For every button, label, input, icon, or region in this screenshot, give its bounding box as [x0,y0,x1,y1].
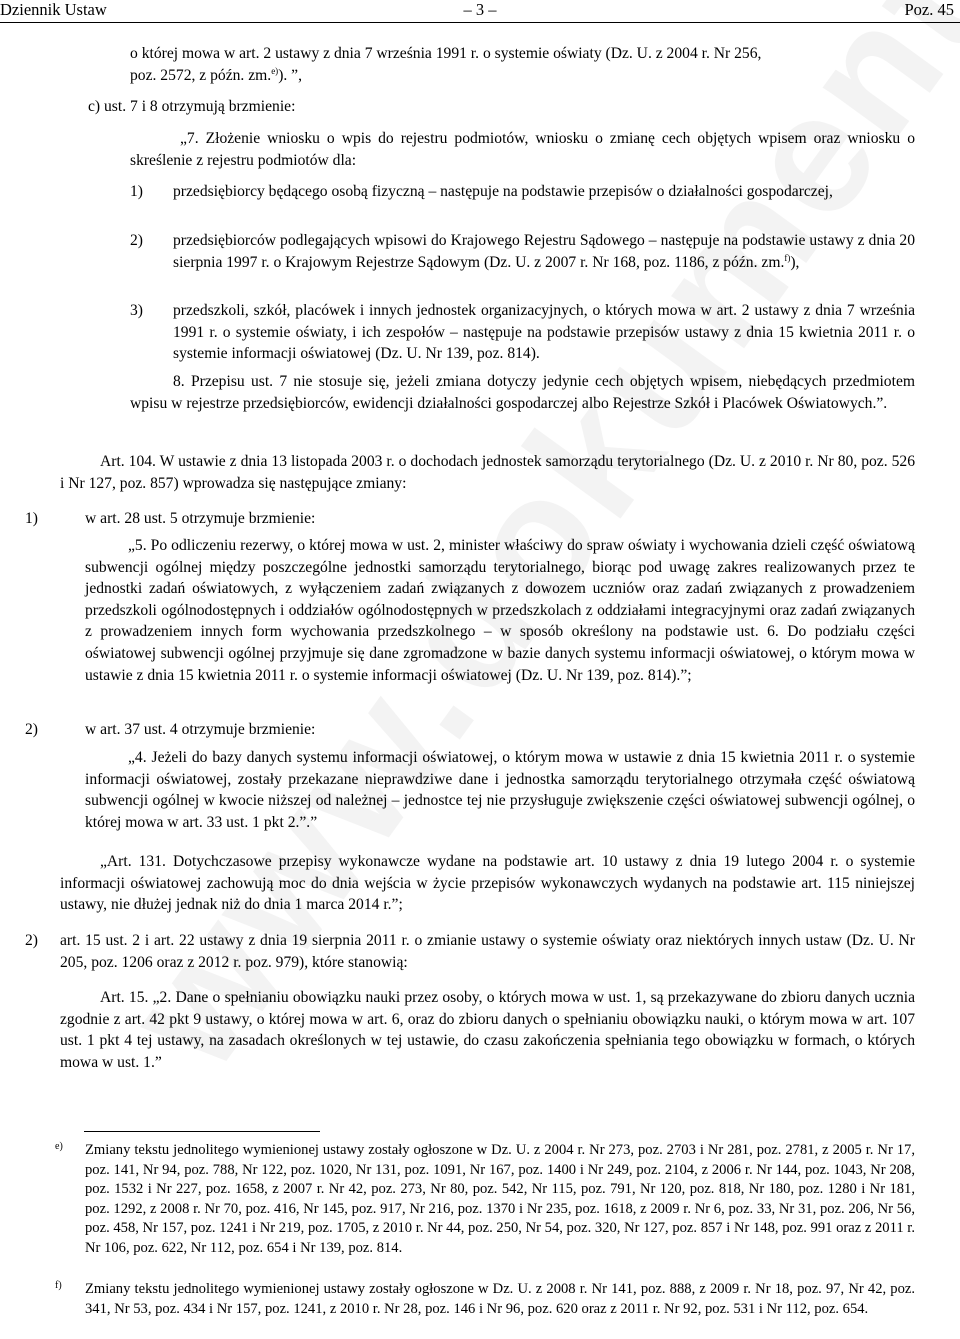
amendment-text: w art. 28 ust. 5 otrzymuje brzmienie: [85,510,316,527]
page-header [0,0,960,23]
article-104: Art. 104. W ustawie z dnia 13 listopada 2003 r. o dochodach jednostek samorządu terytorialnego (Dz. U. z 2010 r. Nr 80, poz. 526 i Nr 127, poz. 857) wprowadza się następujące zmiany: [60,453,915,492]
list-item-text: przedsiębiorcy będącego osobą fizyczną – następuje na podstawie przepisów o działalności gospodarczej, [173,183,833,200]
article-15: Art. 15. „2. Dane o spełnianiu obowiązku nauki przez osoby, o których mowa w ust. 1, są przekazywane do zbioru danych ucznia zgodnie z art. 42 pkt 9 ustawy, o której mowa w art. 6, oraz do zbioru danych o spełnianiu obowiązku nauki, o którym mowa w art. 107 ust. 1 pkt 4 tej ustawy, na zasadach określonych w tej ustawie, do czasu zakończenia spełniania tego obowiązku w formach, o których mowa w ust. 1.” [60,989,915,1071]
continuation-paragraph [130,43,915,86]
paragraph-8: 8. Przepisu ust. 7 nie stosuje się, jeżeli zmiana dotyczy jedynie cech objętych wpisem, niebędących przedmiotem wpisu w rejestrze przedsiębiorców, ewidencji działalności gospodarczej albo Rejestrze Szkół i Placówek Oświatowych.”. [130,373,915,412]
journal-name: Dziennik Ustaw [0,0,107,19]
amendment-item [25,930,915,973]
amendment-number: 2) [25,932,38,949]
list-item-number: 1) [130,183,143,200]
list-item-number: 3) [130,302,143,319]
footnote-text: Zmiany tekstu jednolitego wymienionej ustawy zostały ogłoszone w Dz. U. z 2004 r. Nr 273, poz. 2703 i Nr 281, poz. 2781, z 2005 r. Nr 17, poz. 141, Nr 94, poz. 788, Nr 122, poz. 1020, Nr 131, poz. 1091, Nr 167, poz. 1400 i Nr 249, poz. 2104, z 2006 r. Nr 144, poz. 1043, Nr 208, poz. 1532 i Nr 227, poz. 1658, z 2007 r. Nr 42, poz. 273, Nr 80, poz. 542, Nr 115, poz. 791, Nr 120, poz. 818, Nr 180, poz. 1280 i Nr 181, poz. 1292, z 2008 r. Nr 70, poz. 416, Nr 145, poz. 917, Nr 216, poz. 1370 i Nr 235, poz. 1618, z 2009 r. Nr 6, poz. 33, Nr 31, poz. 206, Nr 56, poz. 458, Nr 157, poz. 1241 i Nr 219, poz. 1705, z 2010 r. Nr 44, poz. 250, Nr 54, poz. 320, Nr 127, poz. 857 i Nr 148, poz. 991 oraz z 2011 r. Nr 106, poz. 622, Nr 112, poz. 654 i Nr 139, poz. 814. [85,1142,915,1256]
list-item-number: 2) [130,232,143,249]
amendment-text: w art. 37 ust. 4 otrzymuje brzmienie: [85,721,316,738]
amendment-text: art. 15 ust. 2 i art. 22 ustawy z dnia 19 sierpnia 2011 r. o zmianie ustawy o systemie oświaty oraz niektórych innych ustaw (Dz. U. Nr 205, poz. 1206 oraz z 2012 r. poz. 979), które stanowią: [60,932,915,971]
paragraph-7: „7. Złożenie wniosku o wpis do rejestru podmiotów, wniosku o zmianę cech objętych wpisem oraz wniosku o skreślenie z rejestru podmiotów dla: [130,130,915,169]
footnote-separator [84,1131,320,1132]
list-item [130,181,915,203]
list-item-text: przedsiębiorców podlegających wpisowi do Krajowego Rejestru Sądowego – następuje na podstawie ustawy z dnia 20 sierpnia 1997 r. o Krajowym Rejestrze Sądowym (Dz. U. z 2007 r. Nr 168, poz. 1186, z późn. zm.$^{f)}$), [173,232,915,271]
paragraph-4: „4. Jeżeli do bazy danych systemu informacji oświatowej, o którym mowa w ustawie z dnia 15 kwietnia 2011 r. o systemie informacji oświatowej, zostały przekazane nieprawdziwe dane i jednostka samorządu terytorialnego otrzymała część oświatową subwencji ogólnej w kwocie niższej od należnej – jednostce tej nie przysługuje zwiększenie części oświatowej subwencji ogólnej, o której mowa w art. 33 ust. 1 pkt 2.”.” [85,749,915,831]
continuation-line-2: poz. 2572, z późn. zm.$^{e)}$). ”, [130,65,302,84]
list-item [130,300,915,365]
page-number: – 3 – [463,0,497,19]
footnote-e [55,1141,915,1259]
footnote-f [55,1280,915,1319]
item-c: c) ust. 7 i 8 otrzymują brzmienie: [88,98,296,115]
continuation-line-1: o której mowa w art. 2 ustawy z dnia 7 września 1991 r. o systemie oświaty (Dz. U. z 2004 r. Nr 256, [130,45,762,62]
amendment-item [25,719,905,741]
amendment-number: 1) [25,510,38,527]
list-item-text: przedszkoli, szkół, placówek i innych jednostek organizacyjnych, o których mowa w art. 2 ustawy z dnia 7 września 1991 r. o systemie oświaty, i ich zespołów – następuje na podstawie przepisów ustawy z dnia 15 kwietnia 2011 r. o systemie informacji oświatowej (Dz. U. Nr 139, poz. 814). [173,302,915,363]
list-item [130,230,915,273]
position-number: Poz. 45 [904,0,954,19]
footnote-mark: e) [55,1141,63,1152]
footnote-text: Zmiany tekstu jednolitego wymienionej ustawy zostały ogłoszone w Dz. U. z 2008 r. Nr 141, poz. 888, z 2009 r. Nr 18, poz. 97, Nr 42, poz. 341, Nr 53, poz. 434 i Nr 157, poz. 1241, z 2010 r. Nr 28, poz. 146 i Nr 96, poz. 620 oraz z 2011 r. Nr 92, poz. 531 i Nr 112, poz. 654. [85,1281,915,1317]
footnote-ref-e[interactable]: e) [271,65,279,76]
amendment-item [25,508,905,530]
paragraph-5: „5. Po odliczeniu rezerwy, o której mowa w ust. 2, minister właściwy do spraw oświaty i wychowania dzieli część oświatową subwencji ogólnej między poszczególne jednostki samorządu terytorialnego, biorąc pod uwagę zakres realizowanych przez te jednostki zadań oświatowych, z wyłączeniem zadań związanych z dowozem uczniów oraz zadań związanych z prowadzeniem przedszkoli ogólnodostępnych i oddziałów ogólnodostępnych w przedszkolach z oddziałami integracyjnymi oraz zadań związanych z prowadzeniem innych form wychowania przedszkolnego – w sposób określony na podstawie ust. 6. Do podziału części oświatowej subwencji ogólnej przyjmuje się dane zgromadzone w bazie danych systemu informacji oświatowej, o którym mowa w ustawie z dnia 15 kwietnia 2011 r. o systemie informacji oświatowej (Dz. U. Nr 139, poz. 814).”; [85,537,915,684]
footnote-mark: f) [55,1280,62,1291]
article-131: „Art. 131. Dotychczasowe przepisy wykonawcze wydane na podstawie art. 10 ustawy z dnia 19 lutego 2004 r. o systemie informacji oświatowej zachowują moc do dnia wejścia w życie przepisów wykonawczych wydanych na podstawie art. 115 niniejszej ustawy, nie dłużej jednak niż do dnia 1 marca 2014 r.”; [60,853,915,914]
footnote-ref-f[interactable]: f) [784,252,791,263]
amendment-number: 2) [25,721,38,738]
